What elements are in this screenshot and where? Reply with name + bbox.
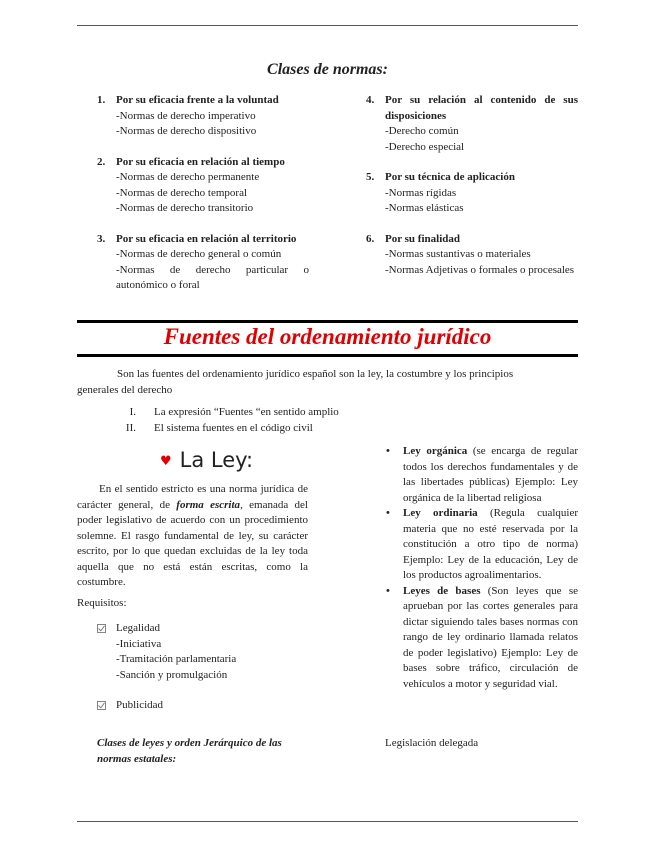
clases-leyes-heading: Clases de leyes y orden Jerárquico de las normas estatales: [97, 737, 282, 765]
fuentes-intro: Son las fuentes del ordenamiento jurídico español son la ley, la costumbre y los principios generales del derecho [77, 368, 514, 396]
clases-left-list [97, 93, 309, 309]
clase-item: 2. Por su eficacia en relación al tiempo -Normas de derecho permanente -Normas de derecho temporal -Normas de derecho transitorio [97, 155, 285, 214]
roman-item: II. El sistema fuentes en el código civil [125, 421, 313, 434]
checkbox-icon [97, 701, 106, 710]
requisitos-list [97, 621, 236, 714]
clase-item: 5. Por su técnica de aplicación -Normas rígidas -Normas elásticas [366, 171, 515, 214]
heart-icon: ♥ [160, 454, 172, 469]
clase-item: 3. Por su eficacia en relación al territorio -Normas de derecho general o común -Normas de derecho particular o autonómico o foral [97, 232, 309, 291]
checkbox-icon [97, 624, 106, 633]
forma-escrita-emphasis: forma escrita [176, 498, 241, 511]
clase-item: 4. Por su relación al contenido de sus disposiciones -Derecho común -Derecho especial [366, 94, 578, 153]
ley-paragraph: En el sentido estricto es una norma jurídica de carácter general, de forma escrita, emanada del poder legislativo de acuerdo con un procedimiento solemne. El rasgo fundamental de ley, su carácter escrito, por lo que quedan excluidas de la ley toda aquella que no está están escritas, como la costumbre. [77, 483, 308, 588]
clase-item: 6. Por su finalidad -Normas sustantivas o materiales -Normas Adjetivas o formales o procesales [366, 232, 575, 276]
clases-normas-title: Clases de normas: [267, 61, 388, 78]
requisito-item: Publicidad [97, 698, 236, 714]
bullet-icon: • [386, 445, 390, 457]
bottom-rule [77, 821, 578, 822]
bullet-icon: • [386, 584, 390, 597]
bullet-icon: • [386, 507, 390, 519]
tipo-ley-item: • Leyes de bases (Son leyes que se aprueban por las cortes generales para dictar siguiendo tales bases normas con rango de ley ordinario llamada relatos de poder legislativo) Ejemplo: Ley de bases sobre tráfico, circulación de vehículos a motor y seguridad vial. [386, 584, 578, 690]
top-rule [77, 25, 578, 26]
legislacion-delegada: Legislación delegada [385, 737, 479, 749]
section-rule-bottom [77, 354, 578, 357]
fuentes-title: Fuentes del ordenamiento jurídico [163, 324, 492, 349]
tipo-ley-item: • Ley ordinaria (Regula cualquier materia que no esté reservada por la constitución a otro tipo de norma) Ejemplo: Ley de la educación, Ley de los productos agroalimentarios. [386, 507, 578, 581]
tipo-ley-item: • Ley orgánica (se encarga de regular todos los derechos fundamentales y de las libertades públicas) Ejemplo: Ley orgánica de la libertad religiosa [386, 445, 578, 504]
roman-item: I. La expresión “Fuentes “en sentido amplio [129, 406, 339, 418]
fuentes-roman-list [118, 405, 339, 436]
requisito-item: Legalidad -Iniciativa -Tramitación parlamentaria -Sanción y promulgación [97, 621, 236, 683]
ley-heading: ♥ La Ley: [160, 448, 254, 472]
clase-item: 1. Por su eficacia frente a la voluntad -Normas de derecho imperativo -Normas de derecho dispositivo [97, 94, 279, 137]
clases-right-list [366, 93, 578, 293]
requisitos-label: Requisitos: [77, 597, 127, 609]
tipos-ley-list [385, 444, 578, 692]
